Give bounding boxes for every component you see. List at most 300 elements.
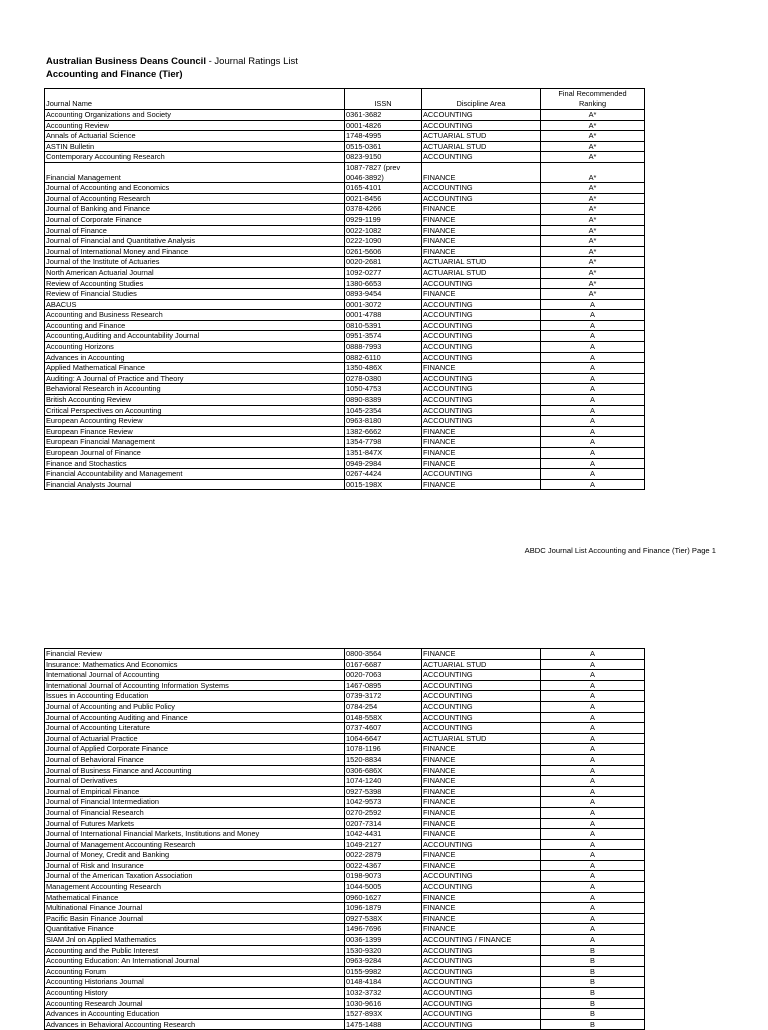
ranking-cell: B [541,977,645,988]
ranking-cell: A [541,363,645,374]
discipline-cell: FINANCE [422,765,541,776]
journal-name-cell: Multinational Finance Journal [45,903,345,914]
table-row [45,373,645,384]
ranking-cell: A [541,405,645,416]
issn-cell: 0270-2592 [345,807,422,818]
issn-cell: 0888-7993 [345,342,422,353]
journal-name-cell: Journal of Accounting Literature [45,723,345,734]
journal-name-cell: European Financial Management [45,437,345,448]
discipline-cell: ACCOUNTING [422,352,541,363]
issn-cell: 0306-686X [345,765,422,776]
journal-name-cell: Critical Perspectives on Accounting [45,405,345,416]
discipline-cell: ACCOUNTING [422,723,541,734]
journal-name-cell: Journal of Banking and Finance [45,204,345,215]
table-row [45,267,645,278]
table-row [45,310,645,321]
table-row [45,733,645,744]
journal-name-cell: ABACUS [45,299,345,310]
discipline-cell: ACCOUNTING [422,373,541,384]
journal-name-cell: Insurance: Mathematics And Economics [45,659,345,670]
discipline-cell: ACCOUNTING [422,670,541,681]
table-row [45,670,645,681]
ranking-cell: A [541,754,645,765]
journal-name-cell: European Journal of Finance [45,448,345,459]
table-row [45,395,645,406]
discipline-cell: ACCOUNTING [422,871,541,882]
ranking-cell: A [541,733,645,744]
ranking-cell: B [541,998,645,1009]
discipline-cell: ACCOUNTING [422,110,541,121]
issn-cell: 0927-538X [345,913,422,924]
ranking-cell: A [541,691,645,702]
journal-name-cell: Accounting and Business Research [45,310,345,321]
ranking-cell: A* [541,267,645,278]
ranking-cell: B [541,988,645,999]
table-row [45,289,645,300]
journal-name-cell: Advances in Accounting Education [45,1009,345,1020]
table-row [45,998,645,1009]
table-row [45,839,645,850]
discipline-cell: FINANCE [422,860,541,871]
table-row [45,945,645,956]
table-row [45,352,645,363]
table-row [45,956,645,967]
table-row [45,426,645,437]
ranking-cell: A [541,712,645,723]
journal-name-cell: Journal of Risk and Insurance [45,860,345,871]
issn-cell: 0022-1082 [345,225,422,236]
table-row [45,924,645,935]
table-row [45,437,645,448]
issn-cell: 1042-9573 [345,797,422,808]
table-row [45,712,645,723]
ranking-cell: B [541,966,645,977]
ranking-cell: A [541,882,645,893]
list-subtitle: Accounting and Finance (Tier) [46,69,183,80]
issn-cell: 0949-2984 [345,458,422,469]
ranking-cell: A* [541,246,645,257]
document-name: Journal Ratings List [214,56,298,67]
issn-cell: 0165-4101 [345,183,422,194]
table-row [45,469,645,480]
discipline-cell: ACCOUNTING [422,945,541,956]
journal-name-cell: Journal of Behavioral Finance [45,754,345,765]
discipline-cell: ACCOUNTING [422,966,541,977]
issn-cell: 0020-7063 [345,670,422,681]
issn-cell: 0207-7314 [345,818,422,829]
table-row [45,691,645,702]
journal-name-cell: Review of Accounting Studies [45,278,345,289]
table-row [45,903,645,914]
table-row [45,723,645,734]
issn-cell: 0882-6110 [345,352,422,363]
issn-cell: 1042-4431 [345,829,422,840]
table-row [45,193,645,204]
ranking-cell: A [541,701,645,712]
table-row [45,363,645,374]
discipline-cell: ACCOUNTING [422,278,541,289]
discipline-cell: ACCOUNTING [422,320,541,331]
ranking-cell: A [541,829,645,840]
journal-name-cell: Journal of International Financial Markets, Institutions and Money [45,829,345,840]
issn-cell: 1030-9616 [345,998,422,1009]
issn-cell: 0278-0380 [345,373,422,384]
discipline-cell: ACCOUNTING [422,469,541,480]
table-row [45,416,645,427]
discipline-cell: ACCOUNTING [422,331,541,342]
issn-cell: 0198-9073 [345,871,422,882]
table-row [45,935,645,946]
journal-name-cell: Journal of Money, Credit and Banking [45,850,345,861]
journal-name-cell: Journal of Futures Markets [45,818,345,829]
issn-cell: 0267-4424 [345,469,422,480]
table-row [45,754,645,765]
issn-cell: 1092-0277 [345,267,422,278]
table-row [45,882,645,893]
table-row [45,786,645,797]
discipline-cell: ACCOUNTING [422,395,541,406]
table-row [45,152,645,163]
journal-name-cell: Accounting and Finance [45,320,345,331]
table-row [45,183,645,194]
discipline-cell: FINANCE [422,786,541,797]
ranking-cell: A [541,765,645,776]
page-footer: ABDC Journal List Accounting and Finance (Tier) Page 1 [524,546,716,555]
ranking-cell: A [541,320,645,331]
journal-name-cell: ASTIN Bulletin [45,141,345,152]
discipline-cell: ACTUARIAL STUD [422,131,541,142]
ranking-cell: A [541,892,645,903]
issn-cell: 1096-1879 [345,903,422,914]
ranking-cell: A* [541,110,645,121]
journal-name-cell: Journal of Empirical Finance [45,786,345,797]
journal-name-cell: Accounting Forum [45,966,345,977]
issn-cell: 1520-8834 [345,754,422,765]
issn-cell: 1032-3732 [345,988,422,999]
discipline-cell: ACCOUNTING [422,193,541,204]
journal-name-cell: Journal of Accounting and Economics [45,183,345,194]
journal-name-cell: SIAM Jnl on Applied Mathematics [45,935,345,946]
journal-name-cell: Management Accounting Research [45,882,345,893]
journal-name-cell: Accounting Review [45,120,345,131]
journal-name-cell: Journal of Actuarial Practice [45,733,345,744]
table-row [45,278,645,289]
table-row [45,110,645,121]
issn-cell: 1049-2127 [345,839,422,850]
ranking-cell: A [541,299,645,310]
journal-name-cell: International Journal of Accounting Information Systems [45,680,345,691]
ranking-cell: A* [541,204,645,215]
journal-name-cell: European Finance Review [45,426,345,437]
ranking-cell: A [541,723,645,734]
table-row [45,829,645,840]
table-row [45,384,645,395]
ranking-cell: A* [541,152,645,163]
table-row [45,659,645,670]
discipline-cell: FINANCE [422,448,541,459]
table-row [45,850,645,861]
issn-cell: 1050-4753 [345,384,422,395]
issn-cell: 0890-8389 [345,395,422,406]
discipline-cell: FINANCE [422,426,541,437]
ranking-cell: A [541,913,645,924]
discipline-cell: ACCOUNTING [422,405,541,416]
ranking-cell: B [541,1009,645,1020]
issn-cell: 0155-9982 [345,966,422,977]
discipline-cell: ACCOUNTING [422,680,541,691]
discipline-cell: FINANCE [422,246,541,257]
header-discipline: Discipline Area [422,89,541,110]
journal-name-cell: European Accounting Review [45,416,345,427]
ranking-cell: A* [541,289,645,300]
ranking-cell: A [541,850,645,861]
ranking-cell: A* [541,183,645,194]
issn-cell: 0737-4607 [345,723,422,734]
org-name: Australian Business Deans Council [46,56,206,67]
ranking-cell: A* [541,141,645,152]
discipline-cell: ACCOUNTING [422,183,541,194]
issn-cell: 1530-9320 [345,945,422,956]
journal-name-cell: Financial Management [45,162,345,182]
discipline-cell: ACCOUNTING [422,342,541,353]
issn-cell: 0515-0361 [345,141,422,152]
journal-name-cell: Auditing: A Journal of Practice and Theory [45,373,345,384]
discipline-cell: FINANCE [422,289,541,300]
issn-cell: 0020-2681 [345,257,422,268]
ranking-cell: A [541,797,645,808]
journal-name-cell: British Accounting Review [45,395,345,406]
journal-name-cell: Review of Financial Studies [45,289,345,300]
table-row [45,479,645,490]
journal-name-cell: Journal of International Money and Finance [45,246,345,257]
ranking-cell: A [541,426,645,437]
issn-cell: 0784-254 [345,701,422,712]
discipline-cell: FINANCE [422,818,541,829]
journal-name-cell: Accounting History [45,988,345,999]
discipline-cell: FINANCE [422,913,541,924]
table-row [45,320,645,331]
journal-name-cell: International Journal of Accounting [45,670,345,681]
ranking-cell: A* [541,257,645,268]
journal-table-page-2 [44,648,645,1030]
table-row [45,1019,645,1030]
discipline-cell: FINANCE [422,363,541,374]
discipline-cell: ACTUARIAL STUD [422,267,541,278]
discipline-cell: ACCOUNTING [422,691,541,702]
journal-name-cell: Journal of Applied Corporate Finance [45,744,345,755]
ranking-cell: A [541,818,645,829]
ranking-cell: A [541,903,645,914]
table-row [45,299,645,310]
table-header-row [45,89,645,110]
issn-cell: 0036-1399 [345,935,422,946]
discipline-cell: ACCOUNTING [422,988,541,999]
ranking-cell: A [541,860,645,871]
table-row [45,141,645,152]
discipline-cell: ACCOUNTING [422,1009,541,1020]
issn-cell: 0148-4184 [345,977,422,988]
table-row [45,1009,645,1020]
issn-cell: 0222-1090 [345,236,422,247]
ranking-cell: A* [541,236,645,247]
table-row [45,162,645,182]
journal-name-cell: Journal of Financial Research [45,807,345,818]
issn-cell: 1044-5005 [345,882,422,893]
table-row [45,744,645,755]
journal-name-cell: Quantitative Finance [45,924,345,935]
issn-cell: 0927-5398 [345,786,422,797]
discipline-cell: FINANCE [422,225,541,236]
discipline-cell: ACCOUNTING [422,1019,541,1030]
page-1-rows [45,110,645,490]
issn-cell: 0261-5606 [345,246,422,257]
issn-cell: 1467-0895 [345,680,422,691]
discipline-cell: FINANCE [422,807,541,818]
discipline-cell: FINANCE [422,437,541,448]
issn-cell: 0001-3072 [345,299,422,310]
journal-name-cell: Issues in Accounting Education [45,691,345,702]
table-row [45,236,645,247]
table-row [45,120,645,131]
ranking-cell: A* [541,214,645,225]
discipline-cell: ACCOUNTING [422,839,541,850]
ranking-cell: A [541,659,645,670]
journal-name-cell: Pacific Basin Finance Journal [45,913,345,924]
ranking-cell: A [541,871,645,882]
journal-name-cell: Journal of Accounting and Public Policy [45,701,345,712]
discipline-cell: ACCOUNTING [422,416,541,427]
discipline-cell: FINANCE [422,458,541,469]
issn-cell: 1045-2354 [345,405,422,416]
ranking-cell: A [541,786,645,797]
discipline-cell: ACTUARIAL STUD [422,733,541,744]
journal-name-cell: Financial Accountability and Management [45,469,345,480]
issn-cell: 1354-7798 [345,437,422,448]
journal-name-cell: Journal of Management Accounting Research [45,839,345,850]
ranking-cell: A [541,924,645,935]
ranking-cell: B [541,1019,645,1030]
ranking-cell: A [541,807,645,818]
issn-cell: 0148-558X [345,712,422,723]
ranking-cell: A [541,935,645,946]
issn-cell: 0167-6687 [345,659,422,670]
ranking-cell: A [541,670,645,681]
issn-cell: 0001-4788 [345,310,422,321]
ranking-cell: A [541,680,645,691]
journal-name-cell: Accounting Education: An International Journal [45,956,345,967]
table-row [45,818,645,829]
journal-name-cell: Journal of Derivatives [45,776,345,787]
table-row [45,257,645,268]
table-row [45,331,645,342]
issn-cell: 0951-3574 [345,331,422,342]
table-row [45,204,645,215]
discipline-cell: FINANCE [422,214,541,225]
title-separator: - [205,56,215,67]
table-row [45,860,645,871]
issn-cell: 1350-486X [345,363,422,374]
journal-name-cell: Journal of Financial Intermediation [45,797,345,808]
ranking-cell: A [541,342,645,353]
issn-cell: 0361-3682 [345,110,422,121]
ranking-cell: A* [541,162,645,182]
issn-cell: 0022-2879 [345,850,422,861]
discipline-cell: ACTUARIAL STUD [422,257,541,268]
issn-cell: 1074-1240 [345,776,422,787]
discipline-cell: ACCOUNTING [422,299,541,310]
issn-cell: 0823-9150 [345,152,422,163]
journal-name-cell: Journal of Corporate Finance [45,214,345,225]
discipline-cell: ACCOUNTING [422,120,541,131]
discipline-cell: ACCOUNTING [422,701,541,712]
discipline-cell: FINANCE [422,649,541,660]
table-row [45,776,645,787]
issn-cell: 1475-1488 [345,1019,422,1030]
discipline-cell: FINANCE [422,744,541,755]
journal-name-cell: Finance and Stochastics [45,458,345,469]
journal-name-cell: Accounting Organizations and Society [45,110,345,121]
discipline-cell: ACCOUNTING [422,882,541,893]
ranking-cell: A [541,649,645,660]
ranking-cell: A [541,458,645,469]
ranking-cell: A* [541,131,645,142]
issn-cell: 1496-7696 [345,924,422,935]
ranking-cell: A [541,776,645,787]
discipline-cell: ACCOUNTING [422,956,541,967]
discipline-cell: FINANCE [422,776,541,787]
header-ranking-line2: Ranking [578,99,607,108]
discipline-cell: FINANCE [422,236,541,247]
ranking-cell: A [541,395,645,406]
ranking-cell: A* [541,225,645,236]
journal-name-cell: Accounting Horizons [45,342,345,353]
journal-name-cell: Journal of Finance [45,225,345,236]
journal-name-cell: Advances in Behavioral Accounting Research [45,1019,345,1030]
journal-name-cell: Journal of Business Finance and Accounting [45,765,345,776]
table-row [45,448,645,459]
issn-cell: 0963-8180 [345,416,422,427]
table-row [45,807,645,818]
issn-cell: 1527-893X [345,1009,422,1020]
discipline-cell: ACCOUNTING [422,384,541,395]
ranking-cell: A [541,384,645,395]
header-issn: ISSN [345,89,422,110]
ranking-cell: A [541,416,645,427]
table-row [45,214,645,225]
journal-name-cell: Financial Analysts Journal [45,479,345,490]
ranking-cell: A [541,373,645,384]
journal-name-cell: Applied Mathematical Finance [45,363,345,374]
issn-cell: 1748-4995 [345,131,422,142]
journal-name-cell: Financial Review [45,649,345,660]
discipline-cell: ACTUARIAL STUD [422,659,541,670]
journal-table-page-1 [44,88,645,490]
table-row [45,966,645,977]
table-row [45,342,645,353]
issn-cell: 1382-6662 [345,426,422,437]
journal-name-cell: Journal of the Institute of Actuaries [45,257,345,268]
issn-cell: 0378-4266 [345,204,422,215]
ranking-cell: A [541,479,645,490]
discipline-cell: FINANCE [422,797,541,808]
discipline-cell: ACCOUNTING [422,977,541,988]
ranking-cell: A* [541,278,645,289]
header-ranking-line1: Final Recommended [558,89,627,98]
discipline-cell: FINANCE [422,162,541,182]
journal-name-cell: Advances in Accounting [45,352,345,363]
journal-name-cell: Accounting Research Journal [45,998,345,1009]
table-row [45,405,645,416]
